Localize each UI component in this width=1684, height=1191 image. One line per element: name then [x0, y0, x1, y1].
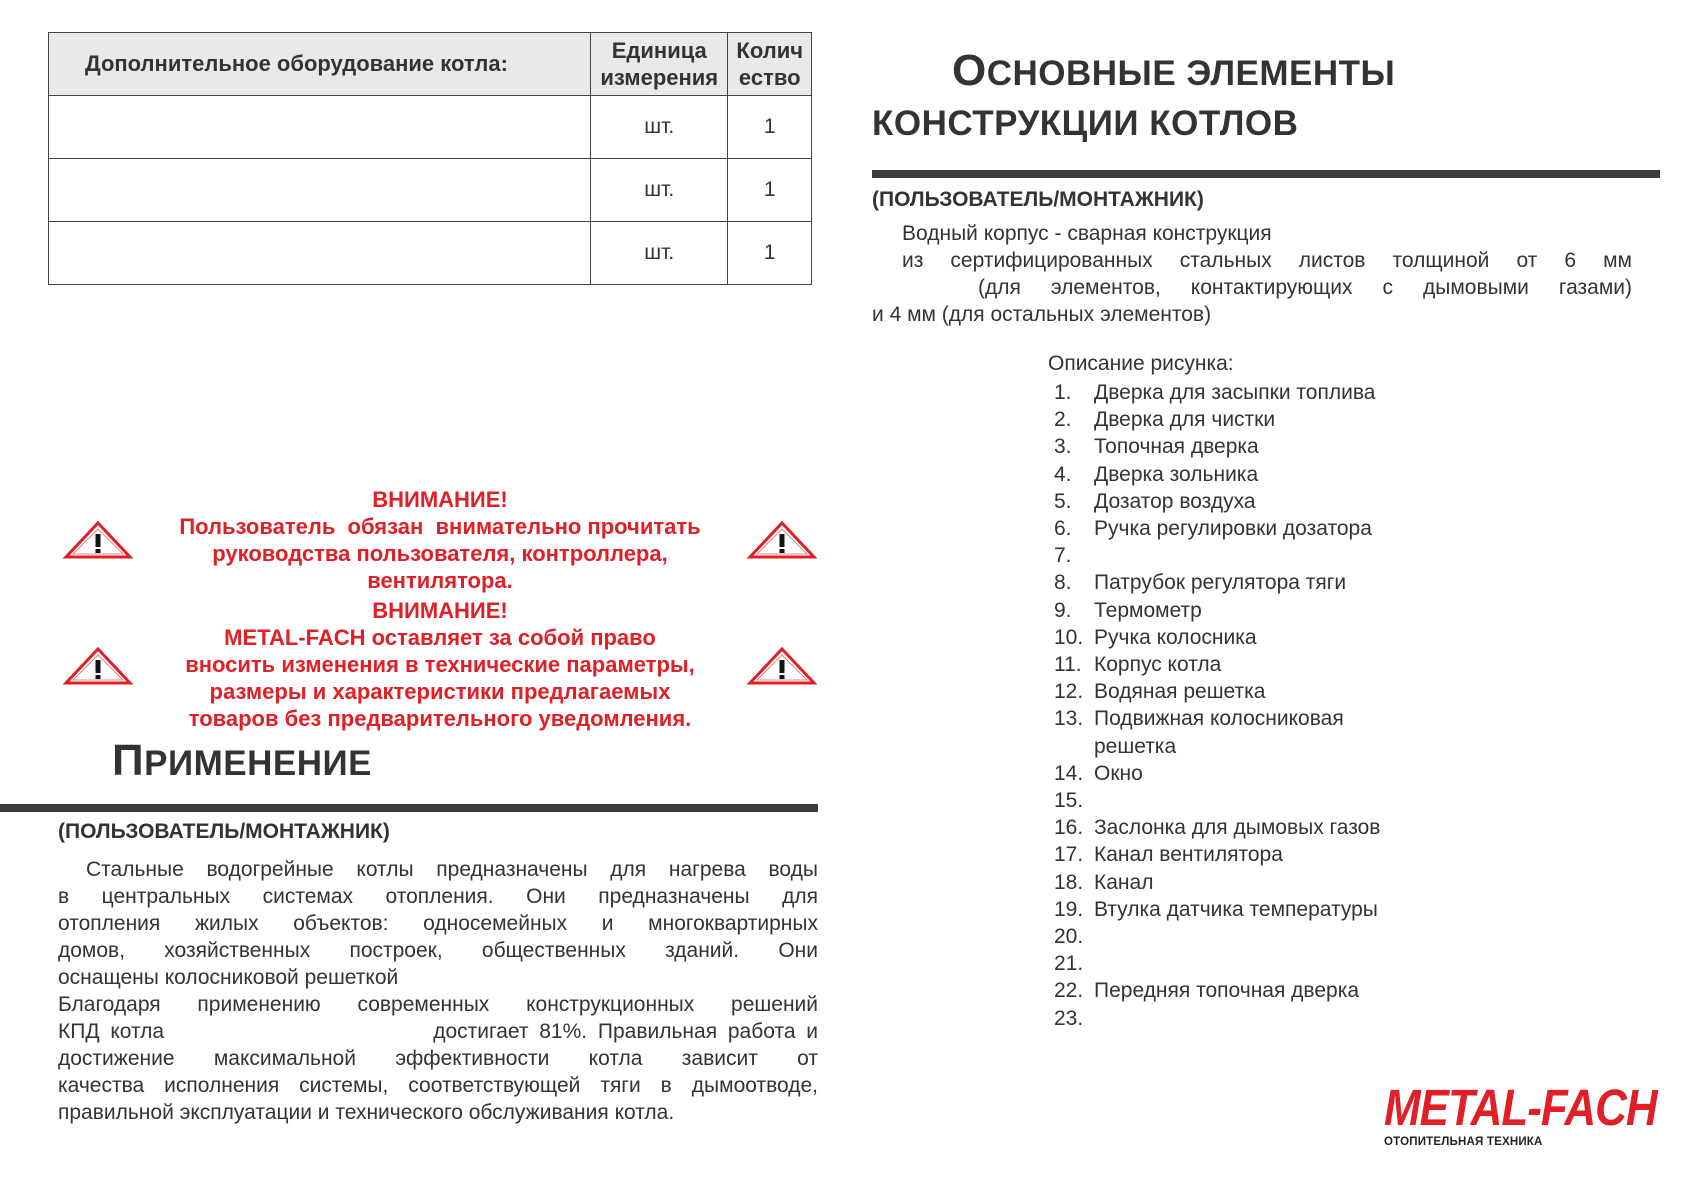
- list-item-text: Дверка для чистки: [1094, 408, 1276, 432]
- warning-text-line: вентилятора.: [367, 568, 513, 593]
- warning-block-user-manuals: [130, 486, 750, 594]
- list-item: [1054, 379, 1380, 406]
- construction-subheading: (ПОЛЬЗОВАТЕЛЬ/МОНТАЖНИК): [872, 188, 1204, 211]
- application-subheading: (ПОЛЬЗОВАТЕЛЬ/МОНТАЖНИК): [58, 820, 390, 843]
- metal-fach-logo: [1384, 1080, 1657, 1148]
- header-unit-line2: измерения: [600, 65, 719, 90]
- cell-qty: 1: [728, 96, 812, 159]
- list-item: [1054, 869, 1380, 896]
- list-item-number: 15.: [1054, 789, 1084, 813]
- application-line: Благодаря применению современных конструкционных решений: [58, 993, 818, 1016]
- warning-text-line: руководства пользователя, контроллера,: [212, 541, 668, 566]
- list-item-text: Корпус котла: [1094, 653, 1222, 677]
- application-line: достижение максимальной эффективности котла зависит от: [58, 1047, 818, 1070]
- warning-triangle-icon: [746, 520, 818, 560]
- warning-triangle-icon: [62, 520, 134, 560]
- list-item: [1054, 433, 1380, 460]
- application-heading-initial: П: [112, 736, 145, 785]
- application-heading-rest: РИМЕНЕНИЕ: [144, 744, 373, 783]
- warning-title: ВНИМАНИЕ!: [372, 487, 508, 512]
- application-line: отопления жилых объектов: односемейных и многоквартирных: [58, 912, 818, 935]
- application-line: в центральных системах отопления. Они предназначены для: [58, 885, 818, 908]
- list-item-number: 19.: [1054, 897, 1084, 921]
- list-item-text: Передняя топочная дверка: [1094, 979, 1360, 1003]
- construction-heading-line2: КОНСТРУКЦИИ КОТЛОВ: [872, 104, 1299, 143]
- table-header-row: [49, 33, 812, 96]
- application-line: правильной эксплуатации и технического обслуживания котла.: [58, 1101, 675, 1124]
- application-line: домов, хозяйственных построек, общественных зданий. Они: [58, 939, 818, 962]
- list-item: [1054, 515, 1380, 542]
- list-item-number: 12.: [1054, 680, 1084, 704]
- list-item-text: Ручка колосника: [1094, 625, 1257, 649]
- construction-heading-line1: [952, 46, 1395, 96]
- list-item-number: 6.: [1054, 517, 1072, 541]
- header-equipment: Дополнительное оборудование котла:: [49, 33, 591, 96]
- header-unit-line1: Единица: [611, 38, 707, 63]
- construction-heading-initial: О: [952, 46, 987, 95]
- list-item-number: 3.: [1054, 435, 1072, 459]
- cell-name: [49, 159, 591, 222]
- list-item: [1054, 787, 1380, 814]
- list-item-text: Ручка регулировки дозатора: [1094, 517, 1372, 541]
- list-item-number: 7.: [1054, 544, 1072, 568]
- list-item: [1054, 488, 1380, 515]
- warning-title: ВНИМАНИЕ!: [372, 598, 508, 623]
- list-item-text: Термометр: [1094, 598, 1202, 622]
- list-item-number: 9.: [1054, 598, 1072, 622]
- cell-qty: 1: [728, 222, 812, 285]
- list-item: [1054, 733, 1380, 760]
- list-item: [1054, 597, 1380, 624]
- header-quantity: [728, 33, 812, 96]
- list-item-number: 11.: [1054, 653, 1082, 677]
- list-item-text: решетка: [1094, 734, 1177, 758]
- list-item: [1054, 461, 1380, 488]
- cell-qty: 1: [728, 159, 812, 222]
- application-line: Стальные водогрейные котлы предназначены для нагрева воды: [86, 858, 818, 881]
- cell-unit: шт.: [591, 96, 728, 159]
- application-body: [58, 856, 818, 1126]
- construction-line: из сертифицированных стальных листов толщиной от 6 мм: [902, 249, 1632, 272]
- construction-body: [872, 220, 1632, 328]
- cell-unit: шт.: [591, 159, 728, 222]
- warning-triangle-icon: [62, 646, 134, 686]
- list-item: [1054, 814, 1380, 841]
- construction-line: Водный корпус - сварная конструкция: [902, 222, 1272, 245]
- list-item-number: 1.: [1054, 381, 1072, 404]
- list-item: [1054, 678, 1380, 705]
- warning-block-changes: [130, 597, 750, 732]
- equipment-table: [48, 32, 812, 285]
- list-item-number: 18.: [1054, 870, 1084, 894]
- list-item-text: Заслонка для дымовых газов: [1094, 816, 1381, 840]
- header-qty-line2: ество: [738, 65, 801, 90]
- list-item-number: [1054, 733, 1094, 760]
- list-item: [1054, 705, 1380, 732]
- header-qty-line1: Колич: [736, 38, 803, 63]
- list-item-text: Канал вентилятора: [1094, 843, 1283, 867]
- list-item-number: 16.: [1054, 816, 1084, 840]
- application-line: качества исполнения системы, соответствующей тяги в дымоотводе,: [58, 1074, 818, 1097]
- list-item: [1054, 1005, 1380, 1032]
- list-item: [1054, 841, 1380, 868]
- table-row: [49, 159, 812, 222]
- list-item: [1054, 896, 1380, 923]
- list-item-text: Подвижная колосниковая: [1094, 707, 1344, 731]
- list-item-text: Топочная дверка: [1094, 435, 1259, 459]
- list-item-number: 2.: [1054, 408, 1072, 432]
- list-item-text: Дверка зольника: [1094, 462, 1259, 486]
- warning-triangle-icon: [746, 646, 818, 686]
- list-item-number: 5.: [1054, 489, 1072, 513]
- warning-text-line: размеры и характеристики предлагаемых: [209, 679, 671, 704]
- application-line: КПД котла достигает 81%. Правильная работа и: [58, 1020, 818, 1043]
- list-item: [1054, 624, 1380, 651]
- application-heading: [112, 736, 372, 786]
- warning-text-line: Пользователь обязан внимательно прочитать: [179, 514, 701, 539]
- header-unit: [591, 33, 728, 96]
- warning-text-line: товаров без предварительного уведомления.: [188, 706, 692, 731]
- list-item-text: Канал: [1094, 870, 1154, 894]
- list-item: [1054, 569, 1380, 596]
- figure-description-title: Описание рисунка:: [1048, 352, 1234, 375]
- section-divider: [0, 804, 818, 812]
- list-item-text: Окно: [1094, 761, 1143, 785]
- section-divider: [872, 170, 1660, 178]
- logo-tagline: ОТОПИТЕЛЬНАЯ ТЕХНИКА: [1384, 1136, 1543, 1148]
- list-item: [1054, 977, 1380, 1004]
- list-item-number: 4.: [1054, 462, 1072, 486]
- application-line: оснащены колосниковой решеткой: [58, 966, 399, 989]
- list-item-text: Водяная решетка: [1094, 680, 1266, 704]
- list-item-text: Дозатор воздуха: [1094, 489, 1256, 513]
- list-item-number: 8.: [1054, 571, 1072, 595]
- list-item-number: 14.: [1054, 761, 1084, 785]
- list-item-text: Дверка для засыпки топлива: [1094, 381, 1376, 404]
- logo-brand: METAL-FACH: [1384, 1080, 1657, 1137]
- construction-line: и 4 мм (для остальных элементов): [872, 303, 1212, 326]
- list-item: [1054, 760, 1380, 787]
- table-row: [49, 96, 812, 159]
- cell-unit: шт.: [591, 222, 728, 285]
- list-item-number: 17.: [1054, 843, 1084, 867]
- list-item-number: 20.: [1054, 925, 1084, 949]
- list-item-number: 22.: [1054, 979, 1084, 1003]
- list-item: [1054, 923, 1380, 950]
- list-item-number: 10.: [1054, 625, 1084, 649]
- list-item: [1054, 542, 1380, 569]
- construction-heading-rest: СНОВНЫЕ ЭЛЕМЕНТЫ: [986, 54, 1396, 93]
- warning-text-line: вносить изменения в технические параметры,: [185, 652, 695, 677]
- list-item-number: 23.: [1054, 1006, 1084, 1030]
- list-item-text: Втулка датчика температуры: [1094, 897, 1378, 921]
- list-item-number: 21.: [1054, 952, 1084, 976]
- warning-text-line: METAL-FACH оставляет за собой право: [224, 625, 656, 650]
- cell-name: [49, 96, 591, 159]
- table-row: [49, 222, 812, 285]
- list-item: [1054, 406, 1380, 433]
- list-item: [1054, 950, 1380, 977]
- list-item-number: 13.: [1054, 707, 1084, 731]
- figure-description-list: [1054, 379, 1380, 1032]
- construction-line: (для элементов, контактирующих с дымовыми газами): [978, 276, 1632, 299]
- list-item: [1054, 651, 1380, 678]
- cell-name: [49, 222, 591, 285]
- list-item-text: Патрубок регулятора тяги: [1094, 571, 1347, 595]
